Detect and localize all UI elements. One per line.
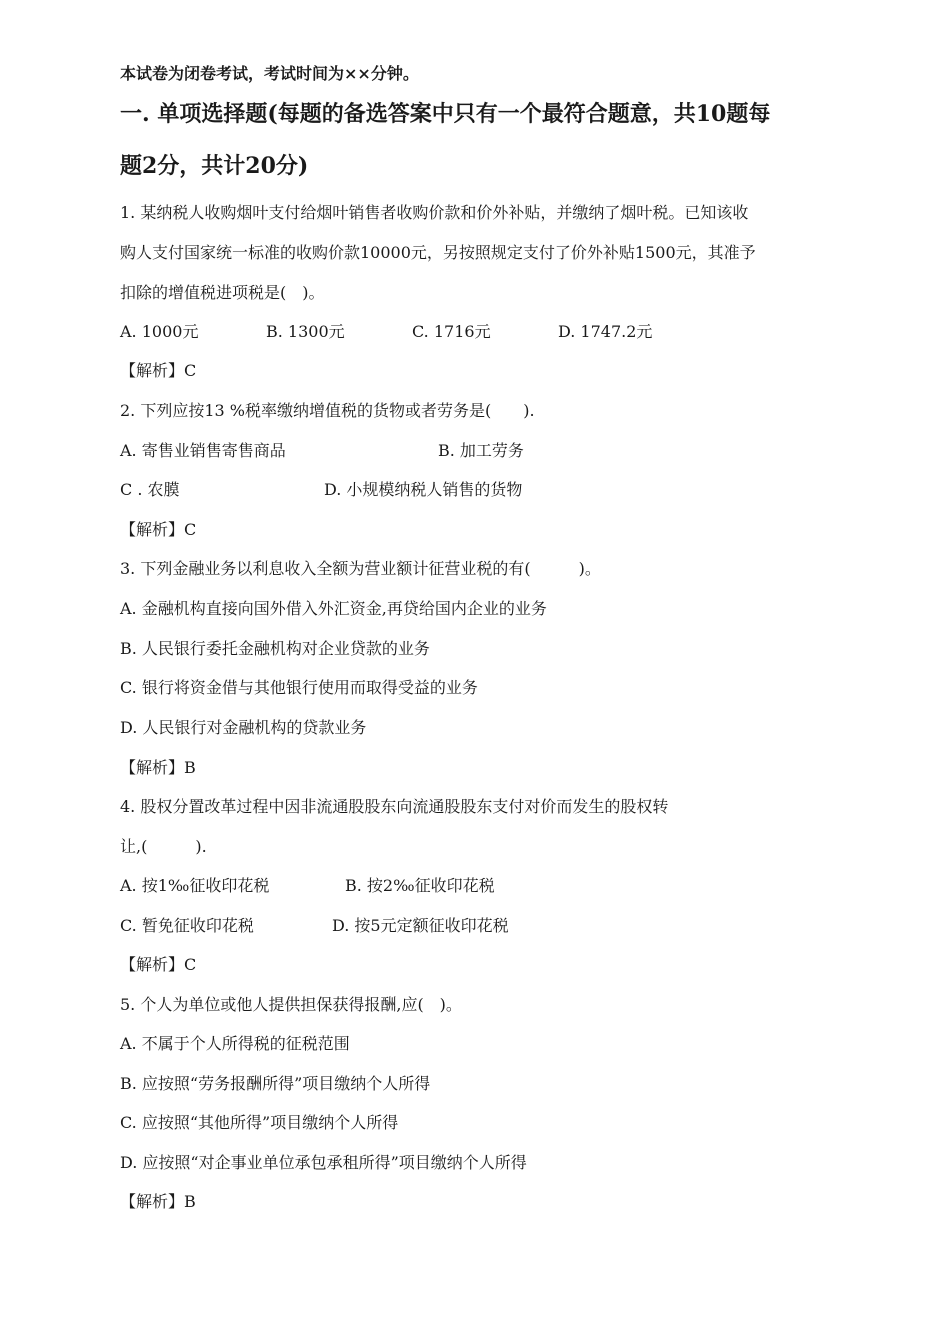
question-5-stem-line1: 5. 个人为单位或他人提供担保获得报酬,应( )。	[120, 995, 462, 1014]
question-3-option-d: D. 人民银行对金融机构的贷款业务	[120, 718, 367, 737]
question-5-option-b: B. 应按照“劳务报酬所得”项目缴纳个人所得	[120, 1074, 431, 1093]
question-1-answer: 【解析】C	[120, 361, 197, 380]
question-3-stem-line1: 3. 下列金融业务以利息收入全额为营业额计征营业税的有( )。	[120, 559, 601, 578]
question-5-option-c: C. 应按照“其他所得”项目缴纳个人所得	[120, 1113, 399, 1132]
question-4-stem-line1: 4. 股权分置改革过程中因非流通股股东向流通股股东支付对价而发生的股权转	[120, 797, 669, 816]
question-1-option-d: D. 1747.2元	[558, 322, 653, 341]
question-4-answer: 【解析】C	[120, 955, 197, 974]
question-3-answer: 【解析】B	[120, 758, 196, 777]
question-2-option-d: D. 小规模纳税人销售的货物	[324, 480, 523, 499]
section-title-line2: 题2分，共计20分)	[120, 153, 309, 179]
question-3-option-a: A. 金融机构直接向国外借入外汇资金,再贷给国内企业的业务	[120, 599, 547, 618]
question-4-option-b: B. 按2‰征收印花税	[345, 876, 495, 895]
question-1-option-c: C. 1716元	[412, 322, 491, 341]
question-4-stem-line2: 让,( ).	[120, 837, 207, 856]
question-5-option-a: A. 不属于个人所得税的征税范围	[120, 1034, 350, 1053]
question-4-option-a: A. 按1‰征收印花税	[120, 876, 270, 895]
question-2-option-a: A. 寄售业销售寄售商品	[120, 441, 286, 460]
question-2-option-c: C . 农膜	[120, 480, 180, 499]
question-3-option-b: B. 人民银行委托金融机构对企业贷款的业务	[120, 639, 430, 658]
question-5-answer: 【解析】B	[120, 1192, 196, 1211]
question-5-option-d: D. 应按照“对企事业单位承包承租所得”项目缴纳个人所得	[120, 1153, 527, 1172]
question-2-stem-line1: 2. 下列应按13 %税率缴纳增值税的货物或者劳务是( ).	[120, 401, 535, 420]
question-4-option-d: D. 按5元定额征收印花税	[332, 916, 509, 935]
question-1-stem-line3: 扣除的增值税进项税是( )。	[120, 283, 325, 302]
exam-notice: 本试卷为闭卷考试，考试时间为××分钟。	[120, 64, 419, 83]
section-title-line1: 一. 单项选择题(每题的备选答案中只有一个最符合题意，共10题每	[120, 101, 771, 127]
question-1-option-a: A. 1000元	[120, 322, 199, 341]
question-2-option-b: B. 加工劳务	[438, 441, 524, 460]
question-1-stem-line1: 1. 某纳税人收购烟叶支付给烟叶销售者收购价款和价外补贴，并缴纳了烟叶税。已知该收	[120, 203, 749, 222]
question-3-option-c: C. 银行将资金借与其他银行使用而取得受益的业务	[120, 678, 478, 697]
question-4-option-c: C. 暂免征收印花税	[120, 916, 254, 935]
question-1-option-b: B. 1300元	[266, 322, 345, 341]
question-1-stem-line2: 购人支付国家统一标准的收购价款10000元，另按照规定支付了价外补贴1500元，其准予	[120, 243, 756, 262]
question-2-answer: 【解析】C	[120, 520, 197, 539]
